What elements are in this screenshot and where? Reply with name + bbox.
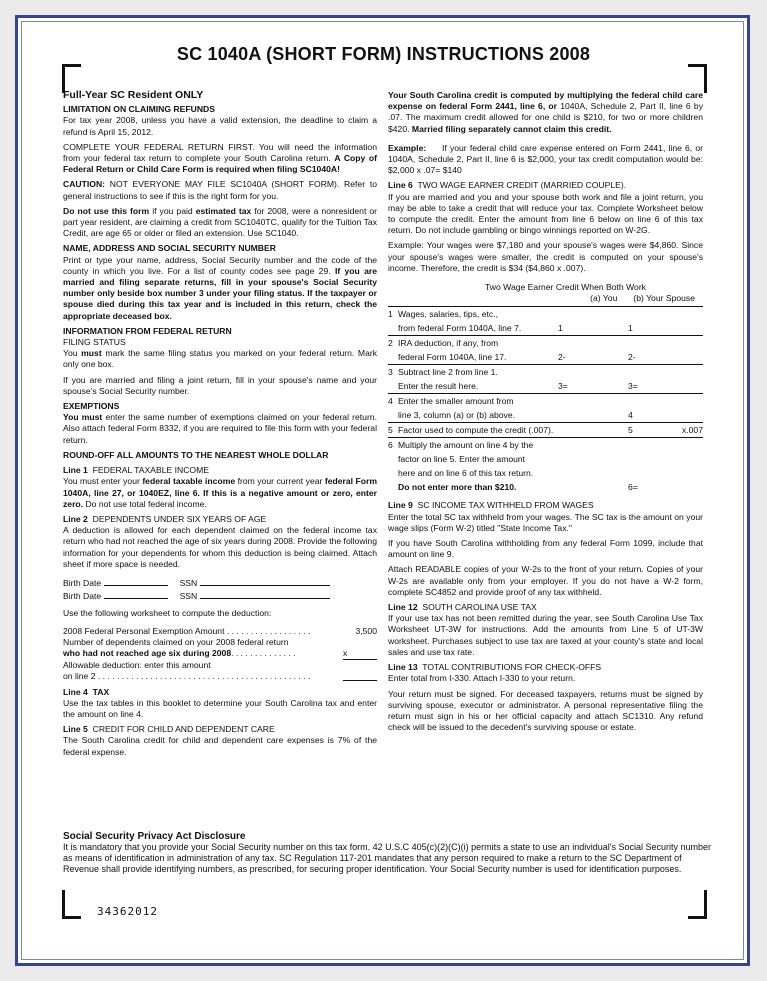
credit-text: Your South Carolina credit is computed by multiplying the federal child care expense on federal Form 2441, line 6, or 1040A, Schedule 2, Part II, line 6 by .07. The maximum credit allowed for one child is $210, for two or more children $420. Married filing separately cannot claim this credit.	[388, 90, 703, 134]
worksheet-intro: Use the following worksheet to compute the deduction:	[63, 608, 272, 619]
line6-text: If you are married and you and your spouse both work and file a joint return, you may be able to take a credit that will reduce your tax. Complete Worksheet below to compute the credit. Enter the amount from line 6 below on line 6 of this tax return. Do not include gambling or bingo winnings reported on W-2G.	[388, 191, 703, 236]
worksheet-line-1: 2008 Federal Personal Exemption Amount . . . . . . . . . . . . . . . . . . 3,500	[63, 625, 377, 636]
worksheet-line-3-label: Allowable deduction: enter this amount	[63, 660, 211, 671]
line6-heading: Line 6 TWO WAGE EARNER CREDIT (MARRIED COUPLE).	[388, 180, 627, 191]
worksheet-line-3: on line 2 . . . . . . . . . . . . . . . . . . . . . . . . . . . . . . . . . . . . . . . . . . . . .	[63, 671, 377, 682]
table-row: 4 Enter the smaller amount from	[388, 394, 703, 409]
left-column	[63, 90, 377, 762]
table-row: 6 Multiply the amount on line 4 by the	[388, 438, 703, 453]
line2-text: A deduction is allowed for each dependent claimed on the federal income tax return who had not reached the age of six years during 2008. Provide the following information for your dependents for whom this deduction is being claimed. Attach sheet if more space is needed.	[63, 525, 377, 569]
two-wage-earner-table	[388, 306, 703, 494]
privacy-text: It is mandatory that you provide your Social Security number on this tax form. 42 U.S.C 405(c)(2)(C)(i) permits a state to use an individual's Social Security number as means of identification in administration of any tax. SC Regulation 117-201 mandates that any person required to make a return to the SC Department of Revenue shall provide identifying numbers, as prescribed, for securing proper identification. Your Social Security number is used for identification purposes.	[63, 842, 711, 874]
line9-text: Enter the total SC tax withheld from your wages. The SC tax is the amount on your wage slips (Form W-2) titled "State Income Tax."	[388, 511, 703, 533]
crop-mark-top-right	[688, 64, 707, 93]
table-row: 1 Wages, salaries, tips, etc.,	[388, 307, 703, 322]
limitation-heading: LIMITATION ON CLAIMING REFUNDS	[63, 104, 215, 115]
name-text: Print or type your name, address, Social Security number and the code of the county in which you live. For a list of county codes see page 29. If you are married and filing separate returns, fill in your spouse's Social Security number only beside box number 3 under your filing status. If the taxpayer or spouse died during this tax year and is included in this return, check the appropriate deceased box.	[63, 254, 377, 321]
birth-date-field[interactable]	[104, 589, 168, 599]
birth-ssn-row: Birth Date SSN	[63, 576, 377, 589]
resident-heading: Full-Year SC Resident ONLY	[63, 89, 204, 101]
example-text: Example: If your federal child care expense entered on Form 2441, line 6, or 1040A, Schedule 2, Part II, line 6 is $2,000, your tax credit computation would be: $2,000 x .07= $140	[388, 142, 703, 176]
line2-heading: Line 2 DEPENDENTS UNDER SIX YEARS OF AGE	[63, 513, 267, 524]
worksheet-line-2-label: Number of dependents claimed on your 2008 federal return	[63, 636, 289, 647]
ssn-field[interactable]	[200, 589, 330, 599]
name-heading: NAME, ADDRESS AND SOCIAL SECURITY NUMBER	[63, 243, 276, 254]
ssn-field[interactable]	[200, 576, 330, 586]
table-row: 5 Factor used to compute the credit (.007). 5 x.007	[388, 423, 703, 438]
example2-text: Example: Your wages were $7,180 and your spouse's wages were $4,860. Since your spouse's wages were smaller, the credit is computed on your spouse's income. Therefore, the credit is $34 ($4,860 x .007).	[388, 240, 703, 273]
table-row: Enter the result here. 3= 3=	[398, 381, 638, 392]
line5-text: The South Carolina credit for child and dependent care expenses is 7% of the federal expense.	[63, 735, 377, 757]
form-code: 34362012	[97, 905, 158, 918]
line1-text: You must enter your federal taxable income from your current year federal Form 1040A, line 27, or 1040EZ, line 6. If this is a negative amount or zero, enter zero. Do not use total federal income.	[63, 476, 377, 509]
exemptions-text: You must enter the same number of exemptions claimed on your federal return. Also attach federal Form 8332, if you are required to file this form with your federal return.	[63, 412, 377, 445]
line4-text: Use the tax tables in this booklet to determine your South Carolina tax and enter the amount on line 4.	[63, 697, 377, 719]
crop-mark-bottom-right	[688, 890, 707, 919]
filing-status-heading: FILING STATUS	[63, 337, 126, 348]
table-row: 3 Subtract line 2 from line 1.	[388, 365, 703, 380]
complete-first-text: COMPLETE YOUR FEDERAL RETURN FIRST. You will need the information from your federal tax return to complete your South Carolina return. A Copy of Federal Return or Child Care Form is required when filing SC1040A!	[63, 141, 378, 175]
table-row: factor on line 5. Enter the amount	[398, 454, 526, 465]
exemptions-heading: EXEMPTIONS	[63, 401, 120, 412]
deduction-field[interactable]	[343, 671, 377, 681]
limitation-text: For tax year 2008, unless you have a valid extension, the deadline to claim a refund is April 15, 2012.	[63, 115, 377, 137]
line12-heading: Line 12 SOUTH CAROLINA USE TAX	[388, 602, 537, 613]
line1-heading: Line 1 FEDERAL TAXABLE INCOME	[63, 465, 209, 476]
line13-heading: Line 13 TOTAL CONTRIBUTIONS FOR CHECK-OFFS	[388, 662, 602, 673]
filing-status-text: You must mark the same filing status you marked on your federal return. Mark only one box.	[63, 348, 378, 370]
table-row: from federal Form 1040A, line 7. 1 1	[398, 323, 633, 334]
birth-date-field[interactable]	[104, 576, 168, 586]
signature-text: Your return must be signed. For deceased taxpayers, returns must be signed by surviving spouse, executor or administrator. A personal representative filing the return must sign in his or her official capacity and attach SC1310. Any refund check will be issued to the decedent's surviving spouse or estate.	[388, 688, 703, 733]
joint-text: If you are married and filing a joint return, fill in your spouse's name and your spouse's Social Security number.	[63, 374, 377, 396]
info-heading: INFORMATION FROM FEDERAL RETURN	[63, 325, 232, 336]
line12-text: If your use tax has not been remitted during the year, see South Carolina Use Tax Worksheet UT-3W for instructions. Add the amounts from Line 5 of UT-3W worksheet. Purchases subject to use tax are taxed at your county's state and local sales and use tax rate.	[388, 613, 703, 657]
worksheet-title: Two Wage Earner Credit When Both Work	[485, 282, 646, 293]
column-spouse: (b) Your Spouse	[633, 293, 695, 304]
line9-heading: Line 9 SC INCOME TAX WITHHELD FROM WAGES	[388, 500, 594, 511]
line4-heading: Line 4 TAX	[63, 686, 110, 697]
round-heading: ROUND-OFF ALL AMOUNTS TO THE NEAREST WHOLE DOLLAR	[63, 449, 329, 460]
page-title: SC 1040A (SHORT FORM) INSTRUCTIONS 2008	[176, 44, 591, 64]
birth-ssn-row: Birth Date SSN	[63, 589, 377, 602]
table-row: Do not enter more than $210. 6=	[398, 482, 638, 493]
caution-text: CAUTION: NOT EVERYONE MAY FILE SC1040A (SHORT FORM). Refer to general instructions to see if this is the right form for you.	[63, 179, 377, 201]
line9-text-2: If you have South Carolina withholding from any federal Form 1099, include that amount on line 9.	[388, 538, 703, 560]
crop-mark-bottom-left	[62, 890, 81, 919]
line9-text-3: Attach READABLE copies of your W-2s to the front of your return. Copies of your W-2s are available only from your employer. If you do not have a W-2 form, complete SC4852 and provide proof of any tax withheld.	[388, 564, 703, 597]
privacy-heading: Social Security Privacy Act Disclosure	[63, 831, 246, 842]
table-row: line 3, column (a) or (b) above. 4	[398, 410, 633, 421]
table-row: federal Form 1040A, line 17. 2- 2-	[398, 352, 636, 363]
right-column	[388, 90, 703, 737]
do-not-use-text: Do not use this form if you paid estimated tax for 2008, were a nonresident or part year resident, are claiming a credit from SC1040TC, qualify for the Tuition Tax Credit, are age 65 or older or filed an extension. Use SC1040.	[63, 205, 378, 239]
line5-heading: Line 5 CREDIT FOR CHILD AND DEPENDENT CARE	[63, 724, 275, 735]
privacy-disclosure	[63, 831, 713, 875]
column-you: (a) You	[590, 293, 618, 304]
worksheet-column-headers	[388, 293, 703, 304]
table-row: 2 IRA deduction, if any, from	[388, 336, 703, 351]
line13-text: Enter total from I-330. Attach I-330 to your return.	[388, 673, 576, 684]
worksheet-line-2: who had not reached age six during 2008. . . . . . . . . . . . . . x	[63, 648, 377, 660]
table-row: here and on line 6 of this tax return.	[398, 468, 534, 479]
